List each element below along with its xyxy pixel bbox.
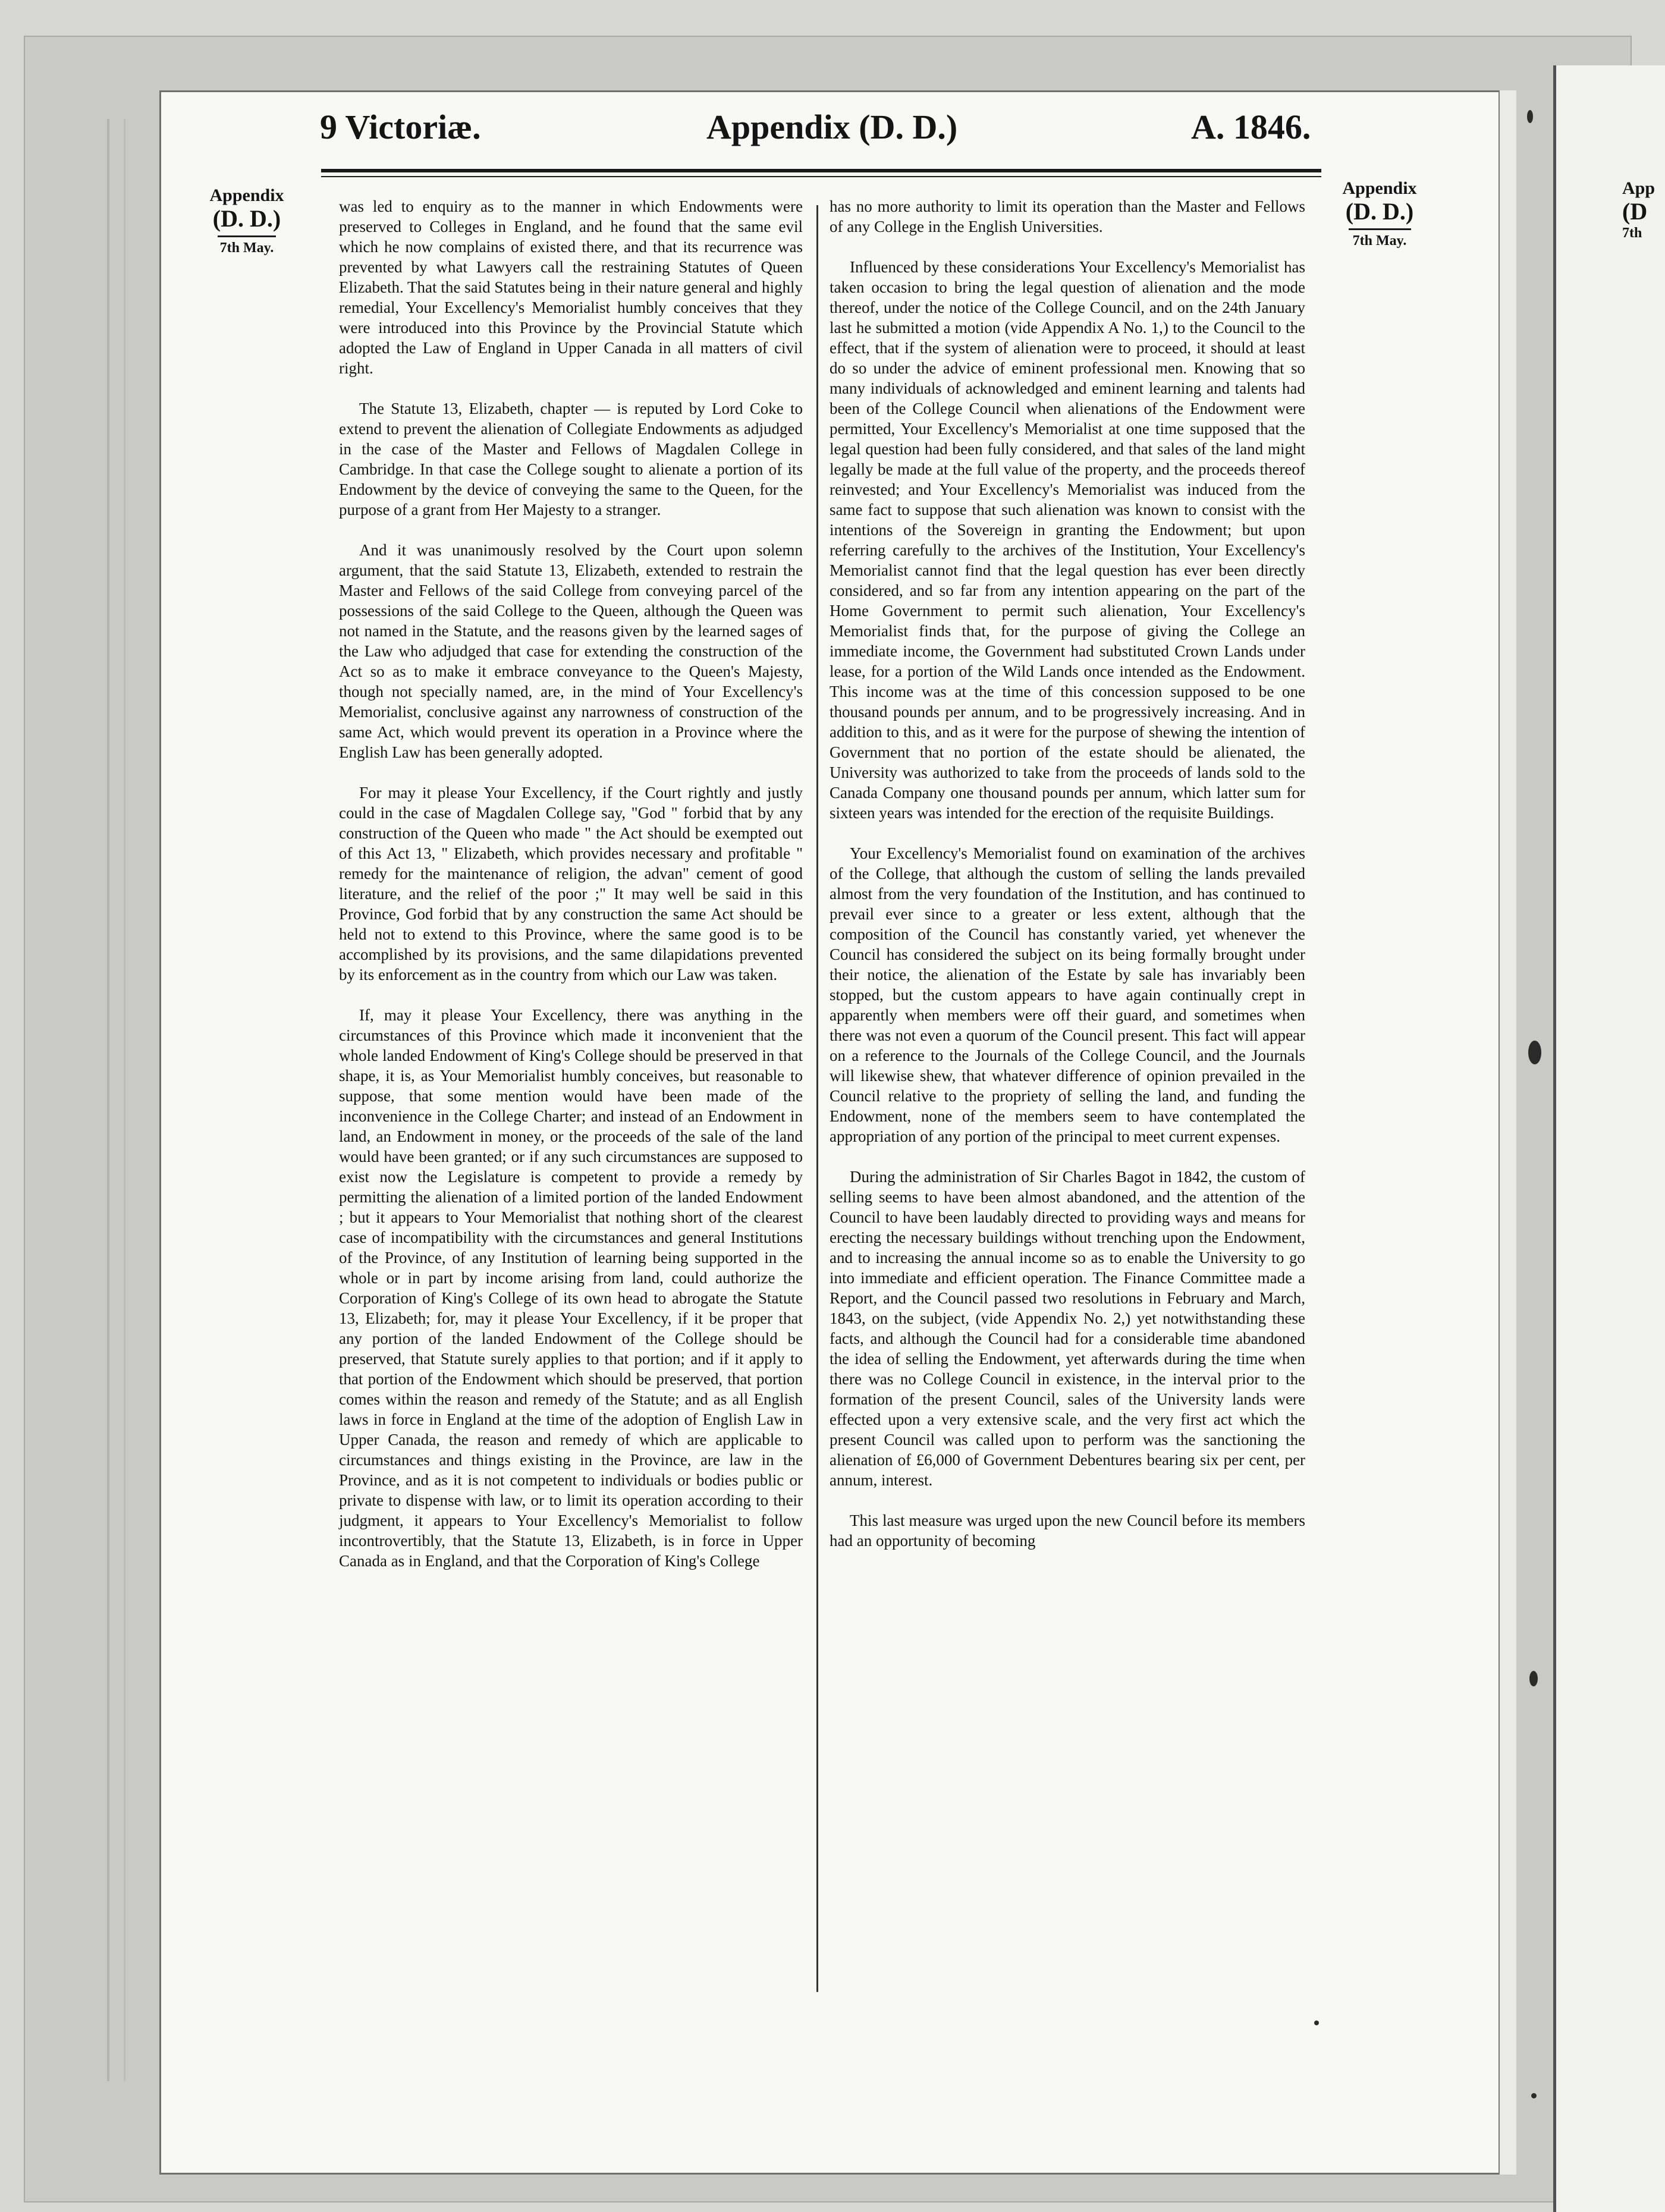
margin-note-dd: (D. D.) (1345, 198, 1414, 225)
margin-note-dd: (D. D.) (212, 205, 281, 232)
margin-note-appendix: App (1622, 178, 1655, 198)
ink-speck (1527, 110, 1533, 123)
paragraph: During the administration of Sir Charles Bagot in 1842, the custom of selling seems to have been almost abandoned, and the attention of the Council to have been laudably directed to providing ways and means for erecting the necessary buildings without trenching upon the Endowment, and to increasing the annual income so as to enable the University to go into immediate and efficient operation. The Finance Committee made a Report, and the Council passed two resolutions in February and March, 1843, on the subject, (vide Appendix No. 2,) yet notwithstanding these facts, and although the Council had for a considerable time abandoned the idea of selling the Endowment, yet afterwards during the time when there was no College Council in existence, in the interval prior to the formation of the present Council, sales of the University lands were effected upon a very extensive scale, and the very first act which the present Council was called upon to perform was the sanctioning the alienation of £6,000 of Government Debentures bearing six per cent, per annum, interest. (830, 1168, 1305, 1489)
header-rule-thick (321, 169, 1321, 172)
right-margin-note (1335, 178, 1424, 249)
right-text-column (830, 196, 1305, 1571)
paragraph: has no more authority to limit its operation than the Master and Fellows of any College in the English Universities. (830, 197, 1305, 235)
column-divider (816, 205, 818, 1992)
paragraph: And it was unanimously resolved by the Court upon solemn argument, that the said Statute 13, Elizabeth, extended to restrain the Master and Fellows of the said College from conveying parcel of the possessions of the said College to the Queen, although the Queen was not named in the Statute, and the reasons given by the learned sages of the Law who adjudged that case for extending the construction of the Act so as to make it embrace conveyance to the Queen's Majesty, though not specially named, are, in the mind of Your Excellency's Memorialist, conclusive against any narrowness of construction of the same Act, which would prevent its operation in a Province where the English Law has been generally adopted. (339, 541, 803, 761)
margin-note-dd: (D (1622, 198, 1648, 225)
paragraph: For may it please Your Excellency, if the Court rightly and justly could in the case of Magdalen College say, "God " forbid that by any construction of the Queen who made " the Act should be exempted out of this Act 13, " Elizabeth, which provides necessary and profitable " remedy for the maintenance of religion, the advan" cement of good literature, and the relief of the poor ;" It may well be said in this Province, God forbid that by any construction the same Act should be held not to extend to this Province, where the same good is to be accomplished by its provisions, and the same dilapidations prevented by its enforcement as in the country from which our Law was taken. (339, 784, 803, 984)
left-margin-note (205, 186, 288, 256)
paragraph: The Statute 13, Elizabeth, chapter — is reputed by Lord Coke to extend to prevent the alienation of Collegiate Endowments as adjudged in the case of the Master and Fellows of Magdalen College in Cambridge. In that case the College sought to alienate a portion of its Endowment by the device of conveying the same to the Queen, for the purpose of a grant from Her Majesty to a stranger. (339, 400, 803, 519)
paragraph: If, may it please Your Excellency, there was anything in the circumstances of this Province which made it inconvenient that the whole landed Endowment of King's College should be preserved in that shape, it is, as Your Memorialist humbly conceives, but reasonable to suppose, that some mention would have been made of the inconvenience in the College Charter; and instead of an Endowment in land, an Endowment in money, or the proceeds of the sale of the land would have been granted; or if any such circumstances are supposed to exist now the Legislature is competent to provide a remedy by permitting the alienation of a limited portion of the landed Endowment ; but it appears to Your Memorialist that nothing short of the clearest case of incompatibility with the circumstances and general Institutions of the Province, of any Institution of learning being supported in the whole or in part by income arising from land, could authorize the Corporation of King's College of its own head to abrogate the Statute 13, Elizabeth; for, may it please Your Excellency, if it be proper that any portion of the landed Endowment of the College should be preserved, that Statute surely applies to that portion; and if it apply to that portion of the Endowment which should be preserved, that portion comes within the reason and remedy of the Statute; and as all English laws in force in England at the time of the adoption of English Law in Upper Canada, the reason and remedy of which are applicable to circumstances and things existing in the Province, are law in the Province, and as it is not competent to individuals or bodies public or private to dispense with law, or to limit its operation according to their judgment, it appears to Your Excellency's Memorialist to follow incontrovertibly, that the Statute 13, Elizabeth, is in force in Upper Canada as in England, and that the Corporation of King's College (339, 1006, 803, 1570)
ink-speck (1529, 1671, 1538, 1686)
header-rule-thin (321, 176, 1321, 177)
left-text-column (339, 196, 803, 1591)
neighbor-margin-note (1622, 178, 1665, 241)
margin-note-appendix: Appendix (209, 186, 284, 205)
ink-speck (1314, 2021, 1319, 2025)
paragraph: Your Excellency's Memorialist found on examination of the archives of the College, that although the custom of selling the lands prevailed almost from the very foundation of the Institution, and has continued to prevail ever since to a greater or less extent, although that the composition of the Council has constantly varied, yet whenever the Council has considered the subject on its being formally brought under their notice, the alienation of the Estate by sale has invariably been stopped, but the custom appears to have again continually crept in apparently when members were off their guard, and sometimes when there was not even a quorum of the Council present. This fact will appear on a reference to the Journals of the College Council, and the Journals will likewise shew, that whatever difference of opinion prevailed in the Council relative to the propriety of selling the land, and funding the Endowment, none of the members seem to have contemplated the appropriation of any portion of the principal to meet current expenses. (830, 844, 1305, 1145)
ink-speck (1531, 2093, 1537, 2098)
binding-edge (107, 119, 125, 2081)
header-year: A. 1846. (1191, 108, 1311, 146)
paragraph: was led to enquiry as to the manner in which Endowments were preserved to Colleges in England, and he found that the same evil which he now complains of existed there, and that its recurrence was prevented by what Lawyers call the restraining Statutes of Queen Elizabeth. That the said Statutes being in their nature general and highly remedial, Your Excellency's Memorialist humbly conceives that they were introduced into this Province by the Provincial Statute which adopted the Law of England in Upper Canada in all matters of civil right. (339, 197, 803, 377)
paragraph: Influenced by these considerations Your Excellency's Memorialist has taken occasion to bring the legal question of alienation and the mode thereof, under the notice of the College Council, and on the 24th January last he submitted a motion (vide Appendix A No. 1,) to the Council to the effect, that if the system of alienation were to proceed, it should at least do so under the advice of eminent professional men. Knowing that so many individuals of acknowledged and eminent learning and talents had been of the College Council when alienations of the Endowment were permitted, Your Excellency's Memorialist at one time supposed that the legal question had been fully considered, and that sales of the land might legally be made at the full value of the property, and the proceeds thereof reinvested; and Your Excellency's Memorialist was induced from the same fact to suppose that such alienation was known to consist with the intentions of the Sovereign in granting the Endowment; but upon referring carefully to the archives of the Institution, Your Excellency's Memorialist cannot find that the legal question has ever been directly considered, and so far from any intention appearing on the part of the Home Government to permit such alienation, Your Excellency's Memorialist finds that, for the purpose of giving the College an immediate income, the Government had substituted Crown Lands under lease, for a portion of the Wild Lands once intended as the Endowment. This income was at the time of this concession supposed to be one thousand pounds per annum, and to be progressively increasing. And in addition to this, and as it were for the purpose of shewing the intention of Government that no portion of the estate should be alienated, the University was authorized to take from the proceeds of lands sold to the Canada Company one thousand pounds per annum, which latter sum for sixteen years was intended for the erection of the requisite Buildings. (830, 258, 1305, 822)
margin-note-date: 7th (1622, 225, 1642, 241)
header-appendix-title: Appendix (D. D.) (706, 108, 958, 146)
margin-note-rule (218, 235, 276, 237)
adjacent-page-edge (1553, 65, 1665, 2212)
page-fold-edge (1498, 90, 1516, 2175)
header-regnal-year: 9 Victoriæ. (320, 108, 481, 146)
margin-note-date: 7th May. (219, 240, 274, 256)
margin-note-appendix: Appendix (1342, 178, 1417, 198)
running-header (159, 95, 1515, 161)
paragraph: This last measure was urged upon the new Council before its members had an opportunity of becoming (830, 1512, 1305, 1550)
ink-speck (1528, 1041, 1541, 1064)
margin-note-date: 7th May. (1352, 233, 1407, 249)
margin-note-rule (1349, 228, 1411, 230)
